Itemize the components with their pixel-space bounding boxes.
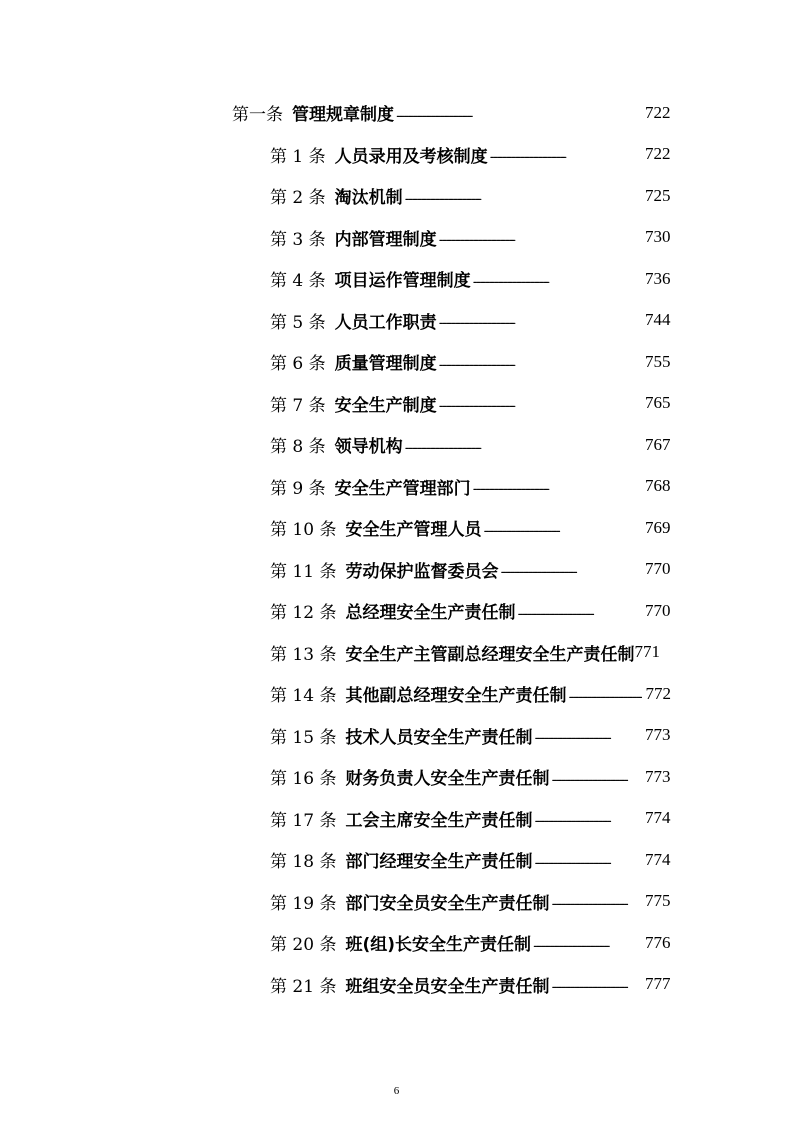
toc-entry-number: 第 8 条 [270,437,326,458]
toc-entry[interactable] [0,964,793,1006]
toc-entry-number: 第 16 条 [270,769,337,790]
toc-entry-title: 领导机构 [334,437,403,458]
toc-entry-page: 774 [645,808,671,828]
toc-entry[interactable] [0,549,793,591]
toc-leader-dots [533,934,642,954]
toc-entry-number: 第 1 条 [270,146,326,167]
toc-entry-title: 安全生产主管副总经理安全生产责任制 [345,644,635,665]
toc-entry[interactable] [0,341,793,383]
toc-leader-dots [473,477,642,497]
toc-entry-title: 工会主席安全生产责任制 [345,810,533,831]
toc-entry[interactable] [0,881,793,923]
toc-entry-body [270,474,675,499]
toc-entry-body [270,266,675,291]
toc-entry-body [270,308,675,333]
toc-entry-page: 773 [645,766,671,786]
toc-entry-title: 淘汰机制 [334,188,403,209]
toc-entry-page: 777 [645,974,671,994]
toc-entry[interactable] [0,217,793,259]
toc-leader-dots [551,768,642,788]
toc-entry-title: 总经理安全生产责任制 [345,603,516,624]
toc-entry-number: 第 18 条 [270,852,337,873]
toc-entry-number: 第 10 条 [270,520,337,541]
toc-leader-dots [490,145,642,165]
toc-entry-number: 第 3 条 [270,229,326,250]
toc-entry-page: 768 [645,476,671,496]
toc-entry[interactable] [0,300,793,342]
toc-entry-page: 770 [645,559,671,579]
toc-entry-title: 班组安全员安全生产责任制 [345,976,550,997]
toc-entry-number: 第 20 条 [270,935,337,956]
table-of-contents [0,92,793,1005]
toc-entry-title: 安全生产管理部门 [334,478,471,499]
toc-leader-dots [551,975,642,995]
toc-entry[interactable] [0,507,793,549]
toc-entry-body [270,806,675,831]
toc-leader-dots [534,851,642,871]
toc-leader-dots [439,228,642,248]
toc-leader-dots [500,560,642,580]
toc-entry-page: 772 [645,683,671,703]
toc-entry-title: 其他副总经理安全生产责任制 [345,686,567,707]
toc-entry-title: 内部管理制度 [334,229,437,250]
toc-entry-page: 769 [645,517,671,537]
toc-leader-dots [439,353,642,373]
toc-entry-title: 项目运作管理制度 [334,271,471,292]
toc-entry[interactable] [0,258,793,300]
toc-entry[interactable] [0,92,793,134]
toc-entry-page: 771 [634,642,660,662]
toc-entry-number: 第 2 条 [270,188,326,209]
toc-entry-body [270,640,675,665]
toc-entry-body [270,598,675,623]
toc-leader-dots [517,602,642,622]
toc-entry-number: 第 4 条 [270,271,326,292]
toc-entry[interactable] [0,839,793,881]
toc-leader-dots [568,685,642,705]
toc-entry-page: 755 [645,351,671,371]
toc-entry-number: 第 5 条 [270,312,326,333]
toc-entry-page: 744 [645,310,671,330]
toc-entry-page: 725 [645,185,671,205]
toc-entry-body [270,432,675,457]
toc-entry-number: 第 12 条 [270,603,337,624]
toc-entry-number: 第 19 条 [270,893,337,914]
toc-entry[interactable] [0,673,793,715]
toc-leader-dots [534,809,642,829]
toc-entry-page: 773 [645,725,671,745]
toc-entry-body [270,723,675,748]
toc-entry[interactable] [0,798,793,840]
toc-entry[interactable] [0,590,793,632]
toc-entry-page: 775 [645,891,671,911]
toc-entry-page: 767 [645,434,671,454]
toc-entry[interactable] [0,715,793,757]
toc-leader-dots [534,726,642,746]
toc-leader-dots [439,311,642,331]
toc-leader-dots [473,270,642,290]
toc-entry-number: 第 7 条 [270,395,326,416]
toc-entry-title: 安全生产管理人员 [345,520,482,541]
toc-entry-page: 722 [645,102,671,122]
toc-entry-body [270,391,675,416]
toc-entry-title: 人员工作职责 [334,312,437,333]
toc-entry-title: 班(组)长安全生产责任制 [345,935,531,956]
toc-entry-number: 第一条 [232,105,283,126]
toc-entry-body [270,889,675,914]
toc-entry-title: 人员录用及考核制度 [334,146,488,167]
toc-entry-title: 安全生产制度 [334,395,437,416]
toc-entry-page: 730 [645,227,671,247]
toc-entry-number: 第 14 条 [270,686,337,707]
toc-entry-body [270,681,675,706]
toc-entry-title: 部门安全员安全生产责任制 [345,893,550,914]
toc-entry-body [270,972,675,997]
toc-entry-number: 第 6 条 [270,354,326,375]
toc-entry-page: 770 [645,600,671,620]
toc-entry-title: 劳动保护监督委员会 [345,561,499,582]
toc-entry-title: 财务负责人安全生产责任制 [345,769,550,790]
toc-entry[interactable] [0,756,793,798]
toc-entry[interactable] [0,922,793,964]
toc-entry-body [270,847,675,872]
toc-entry-title: 质量管理制度 [334,354,437,375]
toc-entry-body [270,349,675,374]
toc-entry-number: 第 11 条 [270,561,337,582]
toc-entry-body [232,100,675,125]
toc-leader-dots [405,436,642,456]
toc-entry-body [270,142,675,167]
toc-entry-number: 第 13 条 [270,644,337,665]
toc-entry-page: 774 [645,849,671,869]
toc-entry[interactable] [0,466,793,508]
toc-leader-dots [405,187,642,207]
toc-entry-body [270,764,675,789]
toc-entry-body [270,557,675,582]
toc-entry-page: 722 [645,144,671,164]
toc-entry-number: 第 9 条 [270,478,326,499]
toc-entry[interactable] [0,134,793,176]
toc-entry-number: 第 21 条 [270,976,337,997]
toc-leader-dots [483,519,642,539]
toc-entry-number: 第 15 条 [270,727,337,748]
toc-entry-title: 技术人员安全生产责任制 [345,727,533,748]
toc-entry-body [270,515,675,540]
toc-entry[interactable] [0,175,793,217]
toc-leader-dots [396,104,642,124]
toc-entry[interactable] [0,424,793,466]
toc-entry-body [270,183,675,208]
page-number: 6 [393,1085,400,1097]
toc-entry-page: 776 [645,932,671,952]
toc-entry[interactable] [0,632,793,674]
toc-entry-page: 736 [645,268,671,288]
toc-entry-page: 765 [645,393,671,413]
toc-leader-dots [551,892,642,912]
toc-entry-body [270,930,675,955]
toc-entry-body [270,225,675,250]
toc-entry-title: 部门经理安全生产责任制 [345,852,533,873]
toc-entry-title: 管理规章制度 [292,105,394,126]
toc-entry-number: 第 17 条 [270,810,337,831]
toc-leader-dots [439,394,642,414]
toc-entry[interactable] [0,383,793,425]
